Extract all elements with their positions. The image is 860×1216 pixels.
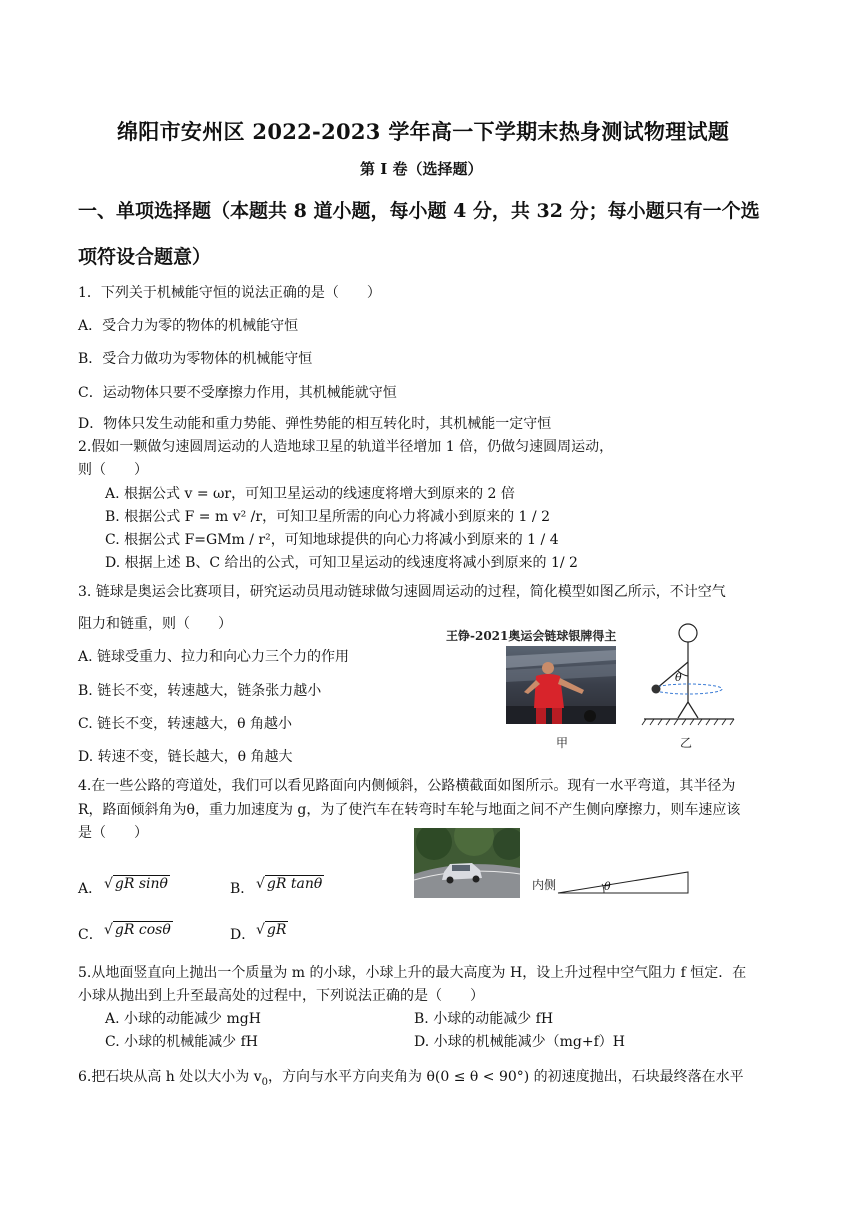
- q2-option-b: B. 根据公式 F = m v² /r，可知卫星所需的向心力将减小到原来的 1 / 2: [105, 509, 550, 525]
- q6-stem-part1: 6.把石块从高 h 处以大小为 v: [78, 1069, 262, 1085]
- q4-stem-line2: R，路面倾斜角为θ，重力加速度为 g，为了使汽车在转弯时车轮与地面之间不产生侧向摩擦力，则车速应该: [78, 802, 741, 818]
- q1-option-d: D．物体只发生动能和重力势能、弹性势能的相互转化时，其机械能一定守恒: [78, 416, 552, 432]
- q6-stem-part2: ，方向与水平方向夹角为 θ(0 ≤ θ < 90°) 的初速度抛出，石块最终落在水平: [268, 1069, 744, 1085]
- q4-inner-side-label: 内侧: [532, 878, 557, 892]
- q4-option-b-radicand: gR tanθ: [266, 876, 323, 892]
- q5-option-c: C. 小球的机械能减少 fH: [105, 1034, 258, 1050]
- q2-option-a: A. 根据公式 v = ωr，可知卫星运动的线速度将增大到原来的 2 倍: [105, 486, 515, 502]
- q2-stem-line2: 则（ ）: [78, 462, 148, 478]
- q5-option-a: A. 小球的动能减少 mgH: [105, 1011, 261, 1027]
- q3-option-c: C. 链长不变，转速越大，θ 角越小: [78, 716, 292, 732]
- q1-option-b: B．受合力做功为零物体的机械能守恒: [78, 351, 313, 367]
- q4-option-b-expr: [256, 876, 324, 892]
- q3-option-d: D. 转速不变，链长越大，θ 角越大: [78, 749, 293, 765]
- q1-option-a: A．受合力为零的物体的机械能守恒: [78, 318, 299, 334]
- q3-stem-line2: 阻力和链重，则（ ）: [78, 616, 232, 632]
- q4-option-d-expr: [256, 922, 288, 938]
- sqrt-sign-icon: √: [256, 922, 265, 938]
- section-heading-line1: 一、单项选择题（本题共 8 道小题，每小题 4 分，共 32 分；每小题只有一个选: [78, 200, 760, 222]
- curved-road-photo: [414, 828, 520, 898]
- q1-option-c: C．运动物体只要不受摩擦力作用，其机械能就守恒: [78, 385, 397, 401]
- q4-option-d-label: D．: [230, 927, 256, 943]
- q3-label-jia: 甲: [556, 736, 569, 750]
- q4-option-c-expr: [104, 922, 173, 938]
- q3-theta-label: θ: [675, 671, 682, 684]
- hammer-throw-photo: [506, 646, 616, 724]
- sqrt-sign-icon: √: [104, 922, 113, 938]
- hammer-model-diagram: [638, 620, 738, 726]
- q2-stem-line1: 2.假如一颗做匀速圆周运动的人造地球卫星的轨道半径增加 1 倍，仍做匀速圆周运动，: [78, 439, 614, 455]
- q3-stem-line1: 3. 链球是奥运会比赛项目，研究运动员甩动链球做匀速圆周运动的过程，简化模型如图乙所示，不计空气: [78, 584, 726, 600]
- volume-heading: 第 I 卷（选择题）: [360, 160, 483, 178]
- q4-stem-line3: 是（ ）: [78, 825, 148, 841]
- q3-option-b: B. 链长不变，转速越大，链条张力越小: [78, 683, 322, 699]
- q5-option-b: B. 小球的动能减少 fH: [414, 1011, 554, 1027]
- q5-option-d: D. 小球的机械能减少（mg+f）H: [414, 1034, 625, 1050]
- q4-stem-line1: 4.在一些公路的弯道处，我们可以看见路面向内侧倾斜，公路横截面如图所示。现有一水平弯道，其半径为: [78, 778, 736, 794]
- q2-option-c: C. 根据公式 F=GMm / r²，可知地球提供的向心力将减小到原来的 1 / 4: [105, 532, 559, 548]
- q4-option-a-expr: [104, 876, 170, 892]
- q4-option-a-radicand: gR sinθ: [114, 876, 168, 892]
- q4-option-a-label: A．: [78, 881, 103, 897]
- q5-stem-line2: 小球从抛出到上升至最高处的过程中，下列说法正确的是（ ）: [78, 988, 484, 1004]
- section-heading-line2: 项符设合题意）: [78, 246, 212, 268]
- q4-option-c-radicand: gR cosθ: [114, 922, 171, 938]
- q3-option-a: A. 链球受重力、拉力和向心力三个力的作用: [78, 649, 350, 665]
- q5-stem-line1: 5.从地面竖直向上抛出一个质量为 m 的小球，小球上升的最大高度为 H，设上升过程中空气阻力 f 恒定．在: [78, 965, 747, 981]
- q4-option-c-label: C．: [78, 927, 103, 943]
- q6-stem-subscript: 0: [261, 1076, 269, 1088]
- sqrt-sign-icon: √: [256, 876, 265, 892]
- q1-stem: 1．下列关于机械能守恒的说法正确的是（ ）: [78, 285, 381, 301]
- q4-option-d-radicand: gR: [266, 922, 287, 938]
- page-title: 绵阳市安州区 2022-2023 学年高一下学期末热身测试物理试题: [117, 119, 730, 144]
- sqrt-sign-icon: √: [104, 876, 113, 892]
- q6-stem: [78, 1066, 744, 1088]
- q3-figure-caption: 王铮-2021奥运会链球银牌得主: [446, 629, 617, 643]
- q2-option-d: D. 根据上述 B、C 给出的公式，可知卫星运动的线速度将减小到原来的 1/ 2: [105, 555, 578, 571]
- q4-option-b-label: B．: [230, 881, 255, 897]
- q4-theta-label: θ: [604, 880, 611, 893]
- q3-label-yi: 乙: [680, 736, 693, 750]
